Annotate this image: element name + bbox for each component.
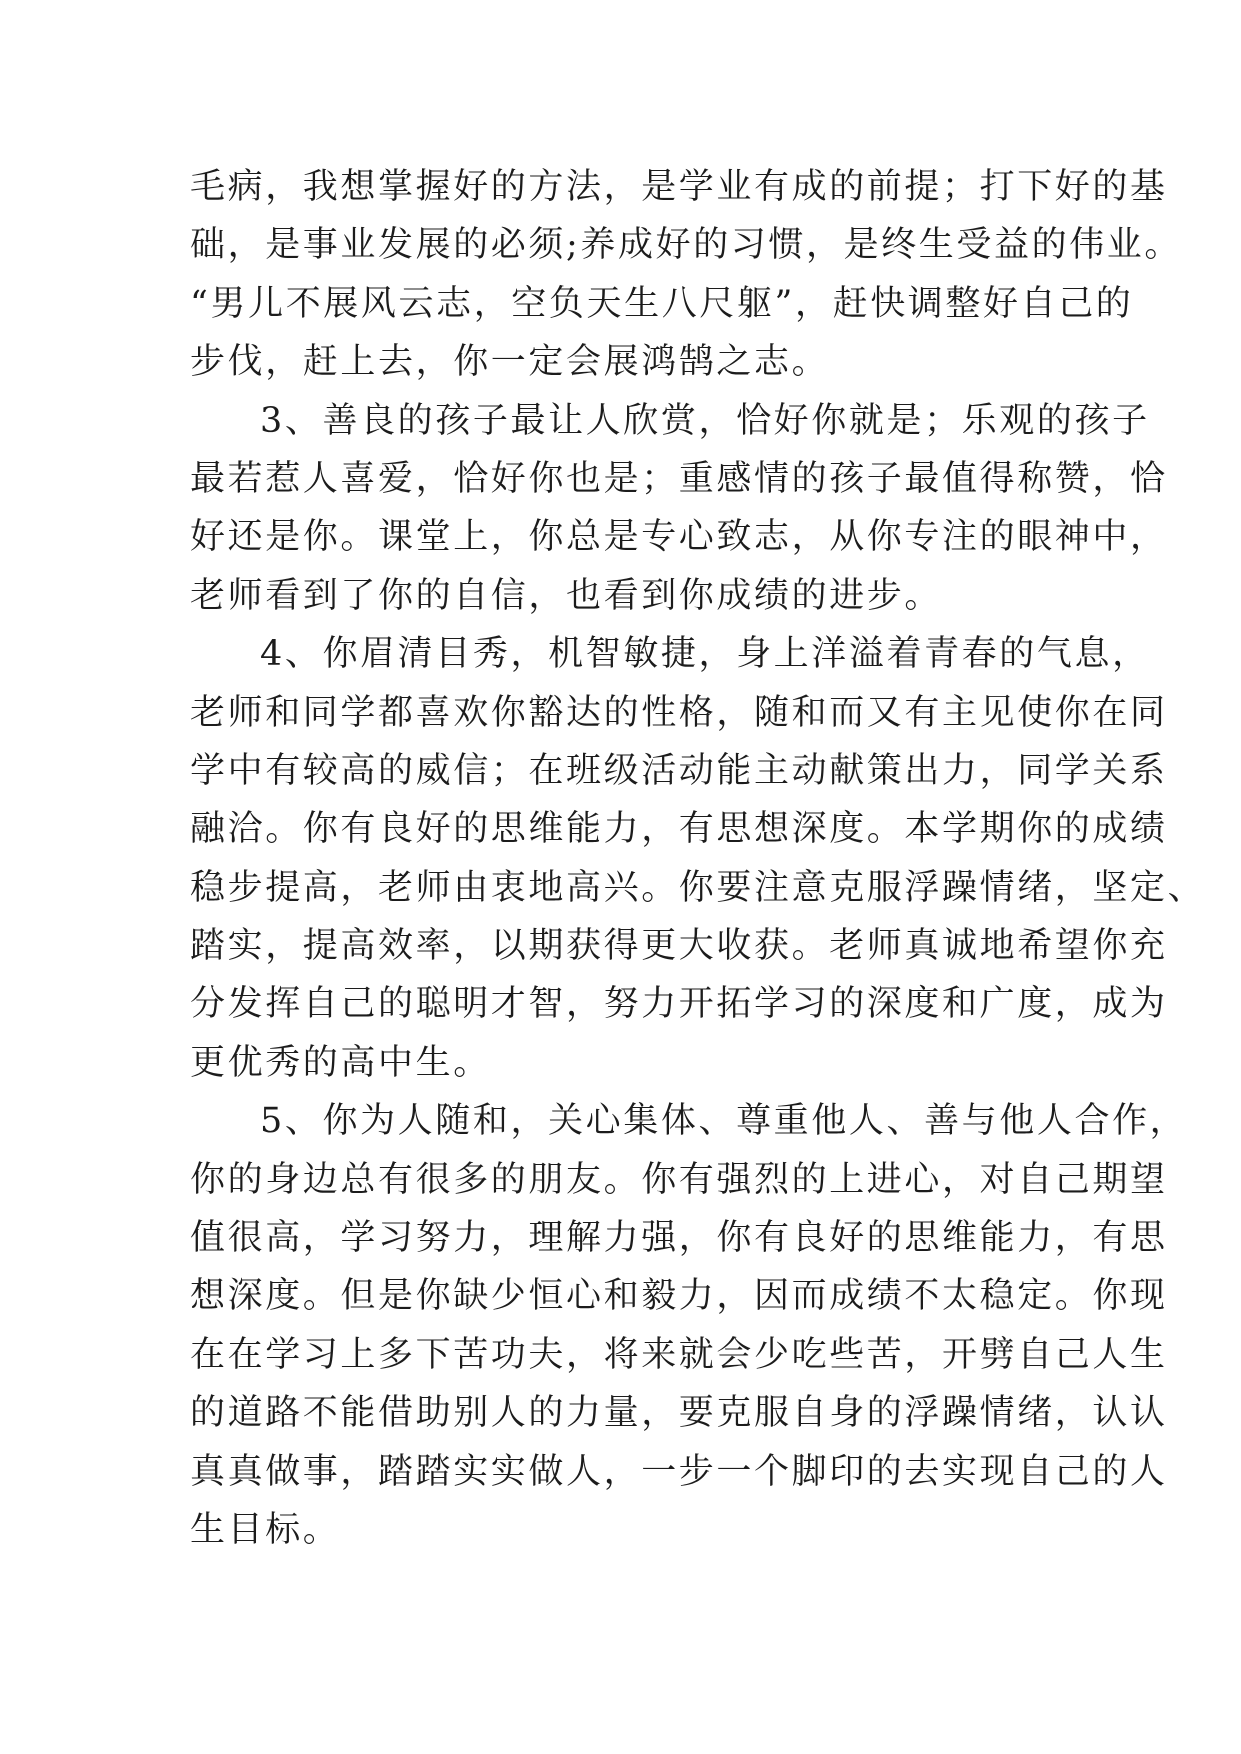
text-line: 生目标。 <box>190 1509 341 1550</box>
text-line: 4、你眉清目秀，机智敏捷，身上洋溢着青春的气息， <box>260 634 1150 675</box>
text-line: 5、你为人随和，关心集体、尊重他人、善与他人合作， <box>260 1101 1188 1142</box>
text-line: 3、善良的孩子最让人欣赏，恰好你就是；乐观的孩子 <box>260 400 1150 441</box>
text-line: 融洽。你有良好的思维能力，有思想深度。本学期你的成绩 <box>190 809 1168 850</box>
document-body <box>190 158 1206 1559</box>
text-line: 好还是你。课堂上，你总是专心致志，从你专注的眼神中， <box>190 517 1168 558</box>
text-line: 步伐，赶上去，你一定会展鸿鹄之志。 <box>190 342 830 383</box>
text-line: 学中有较高的威信；在班级活动能主动献策出力，同学关系 <box>190 750 1168 791</box>
text-line: 稳步提高，老师由衷地高兴。你要注意克服浮躁情绪，坚定、 <box>190 867 1206 908</box>
text-line: 分发挥自己的聪明才智，努力开拓学习的深度和广度，成为 <box>190 984 1168 1025</box>
text-line: 想深度。但是你缺少恒心和毅力，因而成绩不太稳定。你现 <box>190 1276 1168 1317</box>
text-line: 更优秀的高中生。 <box>190 1042 491 1083</box>
text-line: 础，是事业发展的必须;养成好的习惯，是终生受益的伟业。 <box>190 225 1182 266</box>
text-line: 踏实，提高效率，以期获得更大收获。老师真诚地希望你充 <box>190 926 1168 967</box>
text-line: 真真做事，踏踏实实做人，一步一个脚印的去实现自己的人 <box>190 1451 1168 1492</box>
text-line: 的道路不能借助别人的力量，要克服自身的浮躁情绪，认认 <box>190 1393 1168 1434</box>
text-line: 在在学习上多下苦功夫，将来就会少吃些苦，开劈自己人生 <box>190 1334 1168 1375</box>
text-line: 毛病，我想掌握好的方法，是学业有成的前提；打下好的基 <box>190 167 1168 207</box>
text-line: 老师和同学都喜欢你豁达的性格，随和而又有主见使你在同 <box>190 692 1168 733</box>
text-line: 老师看到了你的自信，也看到你成绩的进步。 <box>190 575 943 616</box>
text-line: 值很高，学习努力，理解力强，你有良好的思维能力，有思 <box>190 1218 1168 1259</box>
text-line: “男儿不展风云志，空负天生八尺躯”，赶快调整好自己的 <box>190 283 1134 324</box>
text-line: 最若惹人喜爱，恰好你也是；重感情的孩子最值得称赞，恰 <box>190 458 1168 499</box>
text-line: 你的身边总有很多的朋友。你有强烈的上进心，对自己期望 <box>190 1159 1168 1200</box>
